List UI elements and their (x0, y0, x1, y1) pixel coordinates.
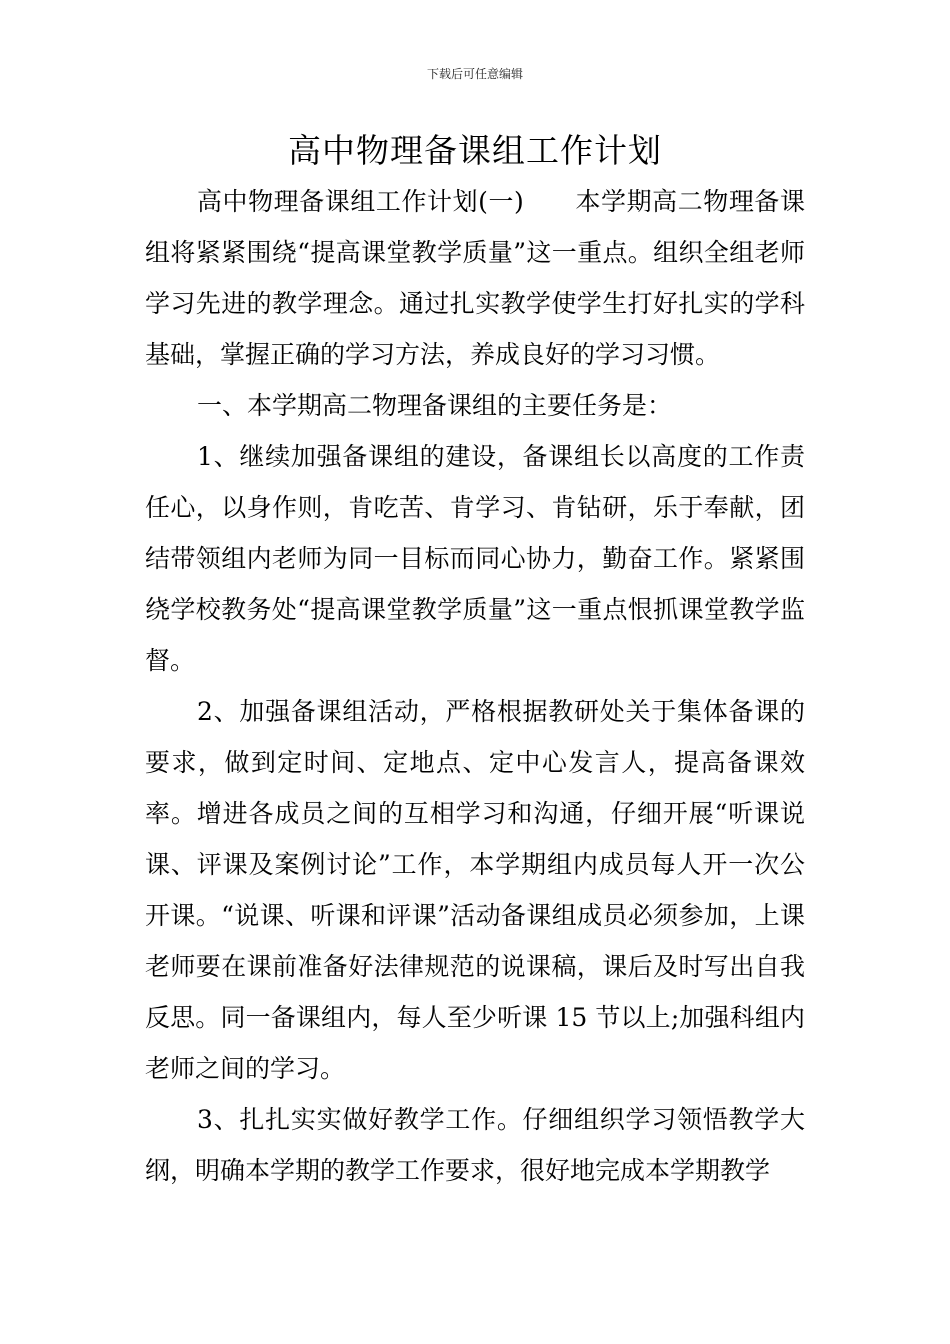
paragraph-item-1: 1、继续加强备课组的建设，备课组长以高度的工作责任心，以身作则，肯吃苦、肯学习、肯钻研，乐于奉献，团结带领组内老师为同一目标而同心协力，勤奋工作。紧紧围绕学校教务处“提高课堂教学质量”这一重点恨抓课堂教学监督。 (145, 442, 805, 675)
header-note: 下载后可任意编辑 (426, 67, 523, 81)
paragraph-intro: 高中物理备课组工作计划(一) 本学期高二物理备课组将紧紧围绕“提高课堂教学质量”这一重点。组织全组老师学习先进的教学理念。通过扎实教学使学生打好扎实的学科基础，掌握正确的学习方法，养成良好的学习习惯。 (145, 187, 805, 369)
document-title: 高中物理备课组工作计划 (288, 131, 662, 170)
paragraph-section-heading: 一、本学期高二物理备课组的主要任务是： (197, 391, 673, 420)
paragraph-item-2: 2、加强备课组活动，严格根据教研处关于集体备课的要求，做到定时间、定地点、定中心发言人，提高备课效率。增进各成员之间的互相学习和沟通，仔细开展“听课说课、评课及案例讨论”工作，本学期组内成员每人开一次公开课。“说课、听课和评课”活动备课组成员必须参加，上课老师要在课前准备好法律规范的说课稿，课后及时写出自我反思。同一备课组内，每人至少听课 15 节以上;加强科组内老师之间的学习。 (145, 697, 805, 1083)
paragraph-item-3: 3、扎扎实实做好教学工作。仔细组织学习领悟教学大纲，明确本学期的教学工作要求，很好地完成本学期教学 (145, 1105, 805, 1185)
document-body (145, 176, 805, 1196)
